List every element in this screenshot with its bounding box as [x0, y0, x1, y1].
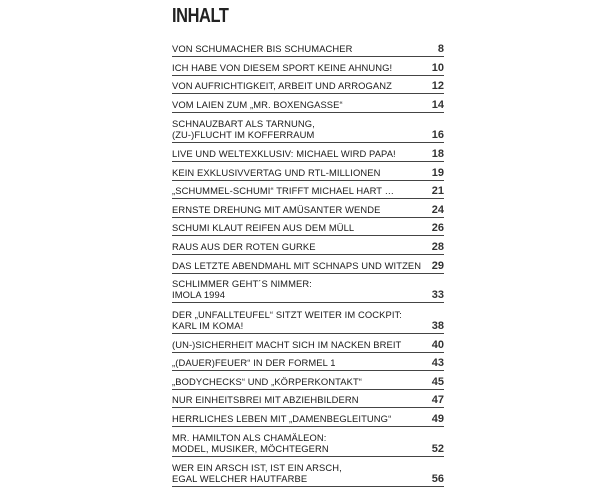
toc-page-number: 10	[431, 62, 444, 74]
toc-entry-title: RAUS AUS DER ROTEN GURKE	[172, 241, 316, 252]
toc-divider	[172, 333, 444, 334]
toc-entry-title: (ZU-)FLUCHT IM KOFFERRAUM	[172, 129, 315, 140]
toc-entry[interactable]	[172, 80, 444, 94]
toc-page-number: 16	[431, 129, 444, 141]
toc-divider	[172, 389, 444, 390]
toc-entry[interactable]	[172, 241, 444, 255]
toc-entry[interactable]	[172, 99, 444, 113]
toc-divider	[172, 352, 444, 353]
toc-entry-title: EGAL WELCHER HAUTFARBE	[172, 473, 308, 484]
toc-divider	[172, 93, 444, 94]
toc-divider	[172, 235, 444, 236]
toc-page-number: 47	[431, 394, 444, 406]
toc-entry-title: VON AUFRICHTIGKEIT, ARBEIT UND ARROGANZ	[172, 80, 392, 91]
toc-page-number: 26	[431, 222, 444, 234]
toc-entry[interactable]	[172, 462, 444, 487]
toc-page-number: 19	[431, 167, 444, 179]
toc-entry[interactable]	[172, 432, 444, 457]
toc-entry[interactable]	[172, 278, 444, 303]
toc-divider	[172, 217, 444, 218]
toc-entry-title: KARL IM KOMA!	[172, 320, 244, 331]
toc-divider	[172, 407, 444, 408]
toc-page-number: 24	[431, 204, 444, 216]
toc-entry-title: SCHLIMMER GEHT´S NIMMER:	[172, 278, 312, 289]
toc-entry-title: DAS LETZTE ABENDMAHL MIT SCHNAPS UND WITZEN	[172, 260, 422, 271]
toc-divider	[172, 456, 444, 457]
toc-entry[interactable]	[172, 309, 444, 334]
toc-page-number: 8	[437, 43, 444, 55]
toc-divider	[172, 370, 444, 371]
toc-entry[interactable]	[172, 376, 444, 390]
toc-entry[interactable]	[172, 148, 444, 162]
toc-page-number: 45	[431, 376, 444, 388]
toc-entry-title: KEIN EXKLUSIVVERTAG UND RTL-MILLIONEN	[172, 167, 381, 178]
toc-page-number: 29	[431, 260, 444, 272]
toc-page-number: 28	[431, 241, 444, 253]
toc-divider	[172, 254, 444, 255]
toc-entry-title: MR. HAMILTON ALS CHAMÄLEON:	[172, 432, 327, 443]
toc-page-number: 38	[431, 320, 444, 332]
toc-divider	[172, 56, 444, 57]
toc-entry[interactable]	[172, 394, 444, 408]
toc-entry-title: SCHNAUZBART ALS TARNUNG,	[172, 118, 315, 129]
toc-entry[interactable]	[172, 413, 444, 427]
toc-page-number: 14	[431, 99, 444, 111]
toc-divider	[172, 142, 444, 143]
toc-divider	[172, 273, 444, 274]
toc-entry-title: SCHUMI KLAUT REIFEN AUS DEM MÜLL	[172, 222, 355, 233]
toc-entry-title: „BODYCHECKS“ UND „KÖRPERKONTAKT“	[172, 376, 363, 387]
toc-entry-title: „SCHUMMEL-SCHUMI“ TRIFFT MICHAEL HART …	[172, 185, 395, 196]
toc-entry[interactable]	[172, 167, 444, 181]
toc-entry-title: ERNSTE DREHUNG MIT AMÜSANTER WENDE	[172, 204, 381, 215]
toc-entry-title: „(DAUER)FEUER“ IN DER FORMEL 1	[172, 357, 336, 368]
toc-entry-title: LIVE UND WELTEXKLUSIV: MICHAEL WIRD PAPA!	[172, 148, 396, 159]
toc-divider	[172, 486, 444, 487]
toc-divider	[172, 112, 444, 113]
toc-entry[interactable]	[172, 357, 444, 371]
toc-entry-title: (UN-)SICHERHEIT MACHT SICH IM NACKEN BREIT	[172, 339, 402, 350]
toc-entry-title: WER EIN ARSCH IST, IST EIN ARSCH,	[172, 462, 342, 473]
toc-entry[interactable]	[172, 118, 444, 143]
toc-page-number: 33	[431, 289, 444, 301]
toc-entry-title: MODEL, MUSIKER, MÖCHTEGERN	[172, 443, 329, 454]
toc-entry[interactable]	[172, 222, 444, 236]
toc-divider	[172, 426, 444, 427]
toc-entry-title: IMOLA 1994	[172, 289, 226, 300]
toc-page-number: 18	[431, 148, 444, 160]
toc-entry[interactable]	[172, 185, 444, 199]
toc-entry-title: ICH HABE VON DIESEM SPORT KEINE AHNUNG!	[172, 62, 393, 73]
toc-divider	[172, 180, 444, 181]
toc-entry[interactable]	[172, 62, 444, 76]
toc-divider	[172, 198, 444, 199]
toc-divider	[172, 161, 444, 162]
toc-entry[interactable]	[172, 204, 444, 218]
toc-page-number: 21	[431, 185, 444, 197]
toc-divider	[172, 75, 444, 76]
toc-entry-title: VOM LAIEN ZUM „MR. BOXENGASSE“	[172, 99, 343, 110]
toc-page-number: 40	[431, 339, 444, 351]
toc-page-number: 49	[431, 413, 444, 425]
toc-entry-title: HERRLICHES LEBEN MIT „DAMENBEGLEITUNG“	[172, 413, 392, 424]
toc-entry-title: NUR EINHEITSBREI MIT ABZIEHBILDERN	[172, 394, 359, 405]
toc-entry[interactable]	[172, 260, 444, 274]
toc-entry-title: VON SCHUMACHER BIS SCHUMACHER	[172, 43, 353, 54]
toc-page-number: 52	[431, 443, 444, 455]
toc-page-number: 12	[431, 80, 444, 92]
table-of-contents	[172, 0, 444, 488]
toc-page-number: 43	[431, 357, 444, 369]
toc-entry[interactable]	[172, 339, 444, 353]
toc-entry[interactable]	[172, 43, 444, 57]
toc-page-number: 56	[431, 473, 444, 485]
page-title: INHALT	[172, 5, 229, 27]
toc-divider	[172, 302, 444, 303]
toc-entry-title: DER „UNFALLTEUFEL“ SITZT WEITER IM COCKPIT:	[172, 309, 403, 320]
